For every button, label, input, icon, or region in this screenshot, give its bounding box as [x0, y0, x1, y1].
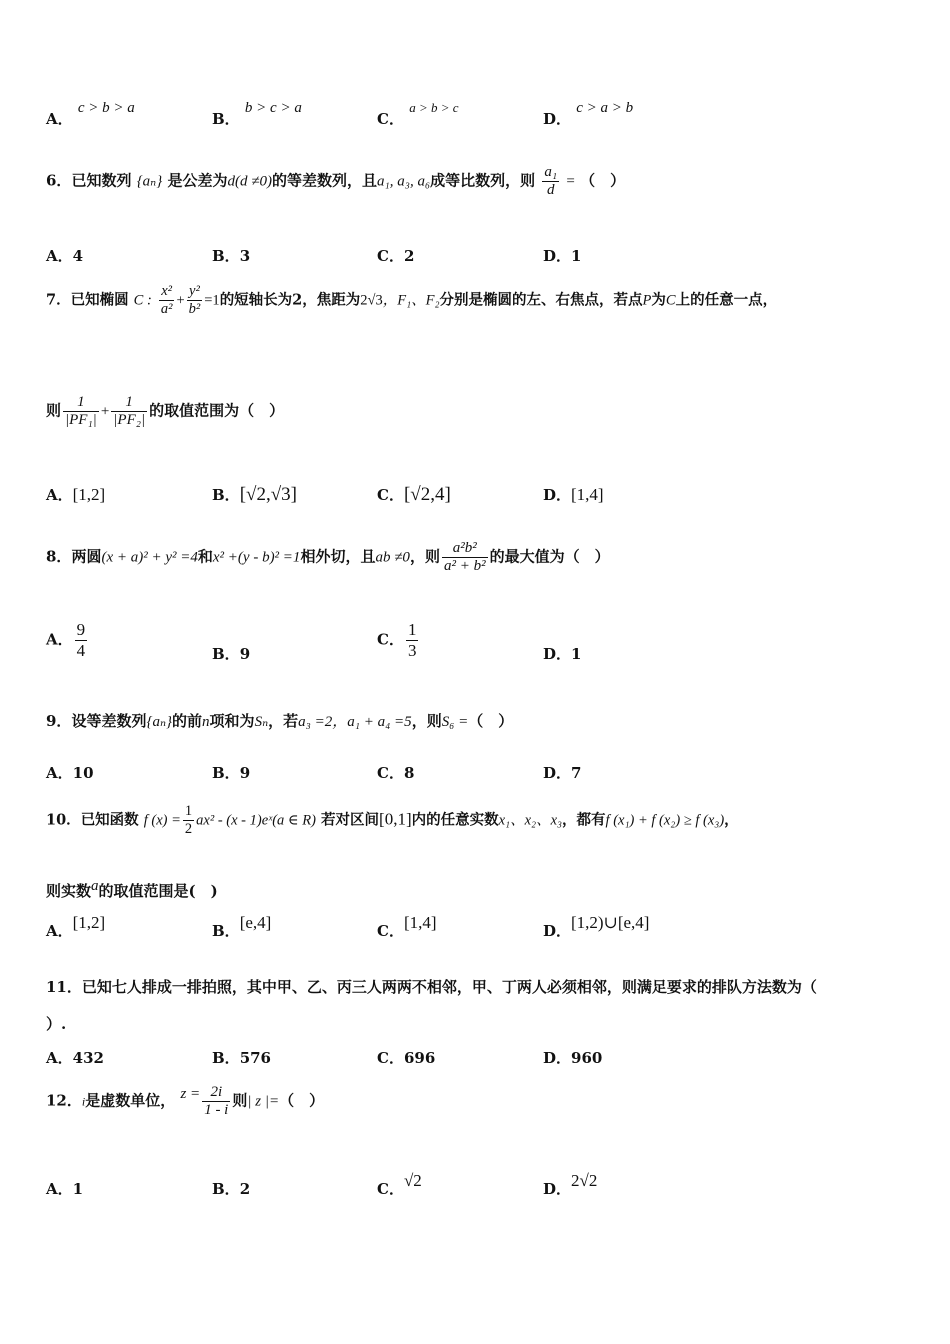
numerator: y² [189, 283, 200, 299]
option-a [46, 484, 105, 505]
option-value: 7 [571, 764, 582, 782]
question-6 [46, 164, 625, 199]
text: 是公差为 [167, 171, 228, 190]
numerator: 1 [77, 394, 85, 410]
question-number: 6． [46, 171, 72, 190]
option-value: 3 [239, 247, 251, 265]
option-label: D． [543, 764, 572, 782]
denominator: 2 [184, 821, 193, 837]
option-a [46, 1047, 104, 1068]
option-d [543, 1047, 602, 1068]
numerator: a₁ [544, 164, 558, 180]
text: 内的任意实数 [411, 811, 499, 829]
numerator: 2i [210, 1084, 223, 1100]
text: 则 [232, 1091, 248, 1110]
option-label: C． [377, 922, 404, 940]
text: 已知七人排成一排拍照，其中甲、乙、丙三人两两不相邻，甲、丁两人必须相邻，则满足要求的排队方法数为（ [81, 978, 817, 996]
text: 相外切，且 [300, 547, 376, 566]
text: ，则 [409, 547, 440, 566]
question-11-line2 [46, 1013, 66, 1034]
text: 则实数 [46, 882, 92, 900]
option-label: C． [377, 630, 404, 649]
numerator: a²b² [452, 540, 477, 556]
option-d [543, 1171, 598, 1199]
option-c [377, 913, 437, 941]
question-11 [46, 976, 817, 997]
option-label: B． [212, 486, 240, 504]
text: ，则 [411, 712, 442, 730]
option-c [377, 1171, 422, 1199]
math: [0,1] [379, 809, 412, 829]
option-value: 9 [239, 645, 251, 663]
math: a₃ =2，a₁ + a₄ =5 [298, 714, 412, 730]
text: ，若 [268, 712, 299, 730]
equals: = [566, 173, 575, 190]
option-b [212, 484, 297, 506]
option-label: B． [212, 247, 240, 265]
question-number: 7． [46, 291, 71, 309]
math: | z |= [247, 1093, 280, 1110]
option-label: D． [543, 110, 572, 128]
denominator: a² [160, 301, 173, 317]
question-number: 11． [46, 978, 82, 996]
option-value: c > a > b [576, 100, 634, 116]
numerator: x² [161, 283, 173, 299]
option-label: B． [212, 764, 240, 782]
answer-paren: （ ） [580, 171, 626, 190]
plus: + [176, 292, 185, 309]
question-10 [46, 803, 739, 838]
option-value: [1,4] [571, 485, 604, 504]
text: 的取值范围为（ ） [149, 401, 285, 420]
option-value: [1,4] [403, 913, 437, 932]
text: ，都有 [562, 811, 606, 829]
denominator: b² [188, 301, 201, 317]
math-seq: {aₙ} [136, 173, 163, 190]
fraction [111, 394, 147, 429]
option-value: 696 [403, 1049, 436, 1067]
text: 为 [651, 291, 666, 309]
denominator: 4 [76, 641, 86, 660]
question-12 [46, 1084, 324, 1119]
option-label: D． [543, 486, 572, 504]
option-label: C． [377, 110, 404, 128]
denominator: d [542, 181, 559, 199]
question-7 [46, 283, 777, 318]
text: 的最大值为（ ） [489, 547, 610, 566]
text: 则 [46, 401, 62, 420]
math: z = [180, 1085, 201, 1102]
option-value: [√2,√3] [239, 484, 297, 505]
denominator: a² + b² [443, 558, 486, 574]
option-label: A． [46, 764, 73, 782]
option-label: A． [46, 110, 73, 128]
option-b [212, 643, 250, 664]
option-d [543, 762, 581, 783]
option-label: D． [543, 247, 572, 265]
option-value: 1 [571, 247, 582, 265]
option-c [377, 100, 459, 129]
question-number: 9． [46, 712, 72, 730]
question-10-line2 [46, 880, 218, 901]
option-value: 1 [571, 645, 582, 663]
question-number: 10． [46, 811, 81, 829]
option-d [543, 643, 581, 664]
fraction [542, 164, 559, 199]
math: =1 [204, 292, 220, 309]
option-label: C． [377, 1049, 404, 1067]
math: 2√3 [360, 292, 383, 309]
text: 的前 [172, 712, 203, 730]
option-label: D． [543, 922, 572, 940]
option-label: C． [377, 1180, 404, 1198]
math: ax² - (x - 1)eˣ(a ∈ R) [196, 812, 316, 829]
option-value: [√2,4] [403, 484, 451, 505]
option-value: 1 [72, 1180, 84, 1198]
option-a [46, 245, 83, 266]
option-label: B． [212, 1180, 240, 1198]
option-label: A． [46, 486, 73, 504]
question-9 [46, 710, 513, 731]
fraction [187, 283, 203, 318]
fraction [442, 540, 488, 575]
math: x² +(y - b)² =1 [212, 549, 301, 566]
option-label: A． [46, 922, 73, 940]
option-value: √2 [403, 1171, 422, 1190]
option-value: [1,2] [72, 913, 106, 932]
numerator: 1 [407, 620, 417, 639]
option-a [46, 762, 94, 783]
option-value: [e,4] [239, 913, 272, 932]
option-a [46, 1178, 83, 1199]
option-d [543, 245, 581, 266]
text: ）. [46, 1015, 67, 1033]
option-label: D． [543, 645, 572, 663]
option-label: B． [212, 110, 240, 128]
option-value: b > c > a [244, 100, 302, 116]
math: x₁、x₂、x₃ [498, 812, 563, 829]
option-c [377, 484, 451, 506]
option-value: 960 [571, 1049, 603, 1067]
option-c [377, 245, 414, 266]
option-label: B． [212, 1049, 240, 1067]
text: 已知数列 [71, 171, 132, 190]
option-label: C． [377, 764, 404, 782]
text: 若对区间 [321, 811, 380, 829]
fraction [159, 283, 175, 318]
option-label: A． [46, 1180, 73, 1198]
option-value: [1,2] [72, 485, 106, 504]
option-a [46, 620, 89, 661]
option-value: 9 [239, 764, 251, 782]
option-label: B． [212, 645, 240, 663]
option-b [212, 100, 302, 129]
option-value: a > b > c [409, 100, 459, 115]
math: C : [133, 292, 152, 309]
option-b [212, 913, 272, 941]
option-label: C． [377, 486, 404, 504]
text: 的短轴长为2，焦距为 [219, 291, 361, 309]
text: 已知椭圆 [70, 291, 129, 309]
denominator: |PF₁| [65, 412, 97, 428]
question-number: 8． [46, 547, 72, 566]
option-a [46, 913, 106, 941]
option-a [46, 100, 135, 129]
option-c [377, 620, 420, 661]
numerator: 1 [184, 803, 193, 819]
math: ，F₁、F₂ [382, 292, 440, 309]
option-c [377, 1047, 435, 1068]
option-value: 4 [72, 247, 84, 265]
option-b [212, 1047, 271, 1068]
text: 设等差数列 [71, 712, 147, 730]
denominator: 1 - i [204, 1102, 229, 1118]
text: 的等差数列，且 [272, 171, 378, 190]
option-d [543, 100, 634, 129]
text: 上的任意一点， [675, 291, 778, 309]
text: 和 [197, 547, 213, 566]
option-value: 2 [403, 247, 415, 265]
numerator: 9 [76, 620, 86, 639]
math: f (x₁) + f (x₂) ≥ f (x₃) [605, 812, 725, 829]
option-label: D． [543, 1180, 572, 1198]
text: 已知函数 [80, 811, 139, 829]
option-value: 8 [403, 764, 415, 782]
option-b [212, 762, 250, 783]
option-label: C． [377, 247, 404, 265]
math: (x + a)² + y² =4 [101, 549, 198, 566]
math: Sₙ [254, 714, 269, 730]
option-b [212, 245, 250, 266]
option-c [377, 762, 414, 783]
option-label: A． [46, 1049, 73, 1067]
denominator: |PF₂| [113, 412, 146, 428]
option-d [543, 913, 650, 941]
option-value: 2√2 [571, 1171, 598, 1190]
option-d [543, 484, 604, 505]
option-value: [1,2)∪[e,4] [571, 913, 650, 932]
math: a [91, 878, 99, 894]
question-7-line2: 则 $\frac{1}{\text{|PF₁|}}$ + $\frac{1}{\text{|PF₂|}}$ 的取值范围为（ ） [46, 394, 285, 428]
option-label: D． [543, 1049, 572, 1067]
text: 两圆 [71, 547, 102, 566]
option-value: c > b > a [77, 100, 135, 116]
text: 成等比数列，则 [430, 171, 536, 190]
option-value: 2 [239, 1180, 251, 1198]
math: {aₙ} [146, 714, 173, 730]
question-number: 12． [46, 1091, 82, 1110]
question-8 [46, 540, 610, 575]
option-b [212, 1178, 250, 1199]
fraction [202, 1084, 230, 1119]
fraction [183, 803, 194, 838]
math: ab ≠0 [375, 549, 410, 566]
option-label: B． [212, 922, 240, 940]
option-value: 432 [72, 1049, 104, 1067]
math: S₆ = [441, 714, 469, 730]
math: f (x) = [143, 812, 181, 829]
fraction [75, 620, 88, 661]
option-value: 576 [239, 1049, 271, 1067]
denominator: 3 [407, 641, 417, 660]
math: C [665, 292, 676, 309]
fraction [63, 394, 99, 429]
text: （ ） [468, 712, 514, 730]
text: 项和为 [209, 712, 255, 730]
math-terms: a₁, a₃, a₆ [377, 173, 431, 190]
option-value: 10 [72, 764, 94, 782]
option-label: A． [46, 247, 73, 265]
math: i [81, 1094, 86, 1109]
text: （ ） [279, 1091, 325, 1110]
text: 是虚数单位， [85, 1091, 176, 1110]
fraction [406, 620, 419, 661]
option-label: A． [46, 630, 73, 649]
math: n [202, 714, 210, 730]
math-cond: d(d ≠0) [227, 173, 272, 190]
numerator: 1 [125, 394, 133, 410]
text: ， [724, 811, 739, 829]
text: 分别是椭圆的左、右焦点，若点 [439, 291, 643, 309]
math: P [642, 292, 652, 309]
text: 的取值范围是( ) [98, 882, 218, 900]
